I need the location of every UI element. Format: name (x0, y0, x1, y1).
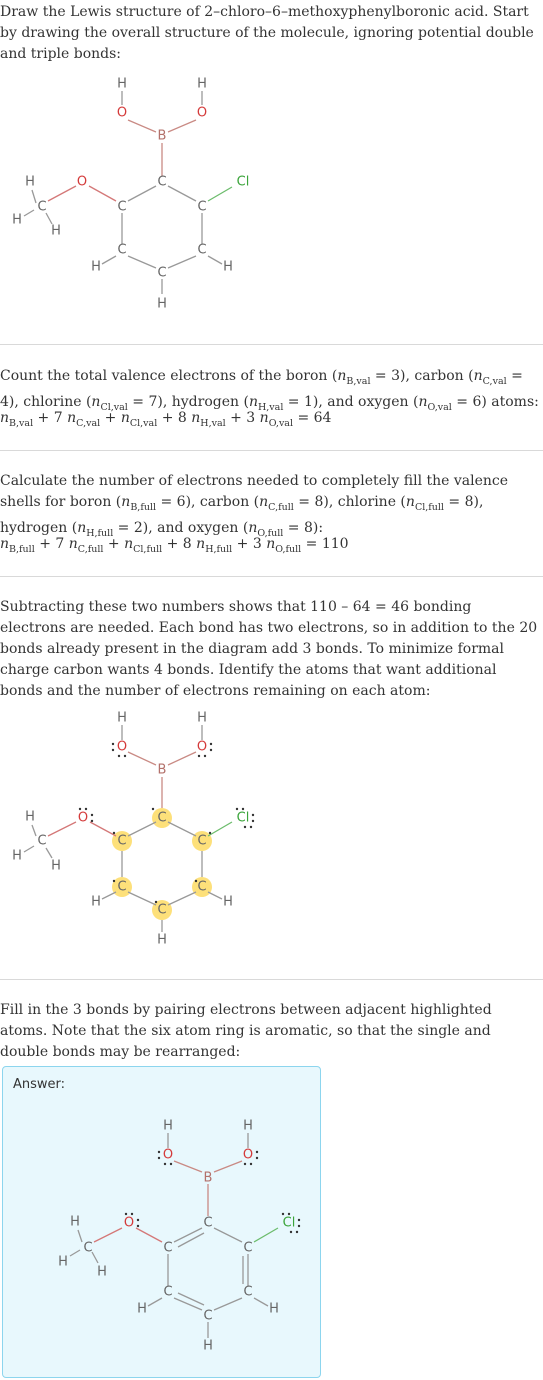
atom-H: H (223, 259, 233, 275)
atom-H: H (97, 1264, 107, 1280)
atom-H: H (163, 1118, 173, 1134)
atom-C: C (117, 242, 127, 258)
atom-C: C (117, 199, 127, 215)
atom-H: H (25, 174, 35, 190)
atom-O: O (123, 1215, 135, 1231)
valence-equation: $n_{B,val} + 7$ $n_{C,val} + n_{Cl,val} + 8$ $n_{H,val} + 3$ $n_{O,val} = 64$ (0, 410, 332, 429)
divider (0, 450, 543, 451)
structure-diagram-answer (0, 1110, 320, 1360)
atom-H: H (157, 296, 167, 312)
divider (0, 344, 543, 345)
atom-C: C (157, 902, 167, 918)
atom-C: C (197, 242, 207, 258)
atom-C: C (243, 1240, 253, 1256)
atom-H: H (25, 809, 35, 825)
atom-H: H (203, 1338, 213, 1354)
fill-bonds-text: Fill in the 3 bonds by pairing electrons between adjacent highlighted atoms. Note that the six atom ring is aromatic, so that the single and double bonds may be rearranged: (0, 1002, 492, 1060)
atom-B: B (203, 1170, 213, 1186)
atom-H: H (117, 710, 127, 726)
intro-text: Draw the Lewis structure of 2–chloro–6–methoxyphenylboronic acid. Start by drawing the overall structure of the molecule, ignoring potential double and triple bonds: (0, 4, 534, 62)
atom-C: C (197, 879, 207, 895)
structure-diagram-initial (0, 70, 543, 320)
atom-O: O (196, 739, 208, 755)
atom-H: H (243, 1118, 253, 1134)
atom-C: C (157, 174, 167, 190)
atom-H: H (70, 1214, 80, 1230)
atom-B: B (157, 762, 167, 778)
valence-text: Count the total valence electrons of the boron $(n_{B,val} = 3)$, carbon $(n_{C,val} = 4)$, chlorine $(n_{Cl,val} = 7)$, hydrogen $(n_{H,val} = 1)$, and oxygen $(n_{O,val} = 6)$ atoms: (0, 368, 539, 413)
atom-Cl: Cl (236, 174, 250, 190)
atom-H: H (223, 894, 233, 910)
full-shell-text: Calculate the number of electrons needed to completely fill the valence shells for boron $(n_{B,full} = 6)$, carbon $(n_{C,full} = 8)$, chlorine $(n_{Cl,full} = 8)$, hydrogen $(n_{H,full} = 2)$, and oxygen $(n_{O,full} = 8)$: (0, 473, 509, 539)
atom-C: C (203, 1308, 213, 1324)
atom-H: H (51, 223, 61, 239)
atom-C: C (243, 1284, 253, 1300)
atom-C: C (117, 833, 127, 849)
atom-O: O (196, 105, 208, 121)
atom-H: H (137, 1301, 147, 1317)
atom-O: O (77, 810, 89, 826)
atom-C: C (117, 879, 127, 895)
atom-H: H (197, 76, 207, 92)
atom-Cl: Cl (236, 810, 250, 826)
full-shell-equation: $n_{B,full} + 7$ $n_{C,full} + n_{Cl,full} + 8$ $n_{H,full} + 3$ $n_{O,full} = 110$ (0, 536, 349, 555)
atom-C: C (83, 1240, 93, 1256)
atom-C: C (197, 833, 207, 849)
atom-Cl: Cl (282, 1215, 296, 1231)
atom-H: H (12, 212, 22, 228)
atom-O: O (162, 1147, 174, 1163)
atom-H: H (269, 1301, 279, 1317)
atom-C: C (157, 265, 167, 281)
atom-B: B (157, 128, 167, 144)
atom-H: H (51, 858, 61, 874)
atom-H: H (91, 259, 101, 275)
atom-O: O (76, 174, 88, 190)
atom-H: H (197, 710, 207, 726)
atom-H: H (58, 1254, 68, 1270)
atom-C: C (157, 810, 167, 826)
atom-C: C (197, 199, 207, 215)
divider (0, 979, 543, 980)
divider (0, 576, 543, 577)
atom-H: H (12, 848, 22, 864)
atom-C: C (37, 199, 47, 215)
atom-O: O (116, 105, 128, 121)
atom-H: H (117, 76, 127, 92)
atom-H: H (157, 932, 167, 948)
bonding-text: Subtracting these two numbers shows that 110 – 64 = 46 bonding electrons are needed. Each bond has two electrons, so in addition to the 20 bonds already present in the diagram add 3 bonds. To minimize formal charge carbon wants 4 bonds. Identify the atoms that want additional bonds and the number of electrons remaining on each atom: (0, 599, 538, 699)
atom-C: C (203, 1215, 213, 1231)
atom-C: C (37, 833, 47, 849)
atom-O: O (116, 739, 128, 755)
answer-label: Answer: (13, 1077, 66, 1092)
atom-O: O (242, 1147, 254, 1163)
atom-C: C (163, 1240, 173, 1256)
atom-H: H (91, 894, 101, 910)
structure-diagram-highlighted (0, 705, 543, 955)
atom-C: C (163, 1284, 173, 1300)
